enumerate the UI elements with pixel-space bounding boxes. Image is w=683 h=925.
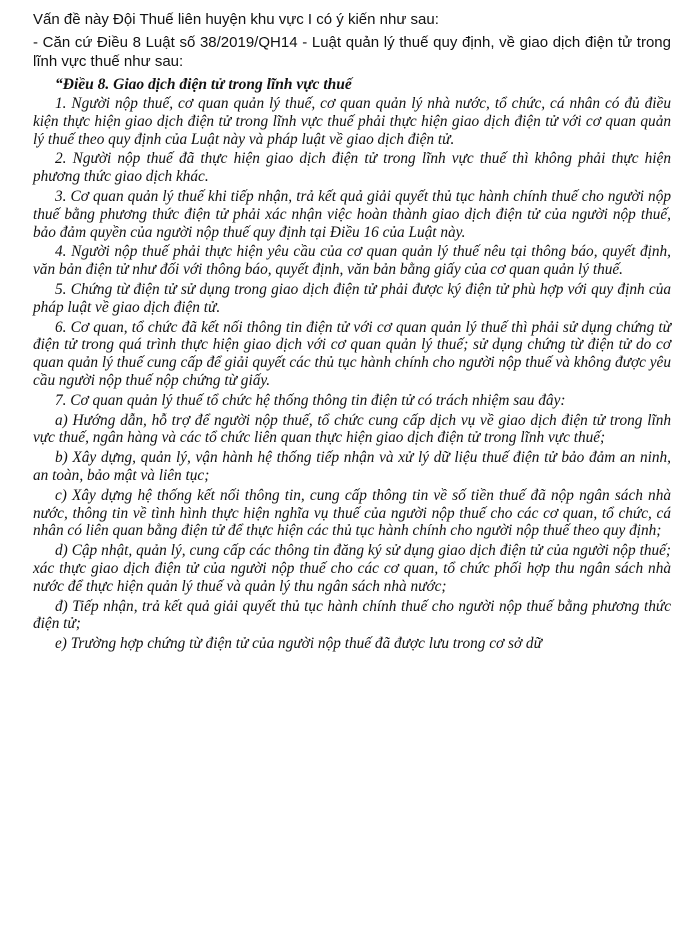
intro-line-1: Vấn đề này Đội Thuế liên huyện khu vực I có ý kiến như sau:	[33, 11, 439, 28]
article-paragraph-5: 5. Chứng từ điện tử sử dụng trong giao dịch điện tử phải được ký điện tử phù hợp với quy định của pháp luật về giao dịch điện tử.	[33, 280, 671, 316]
article-paragraph-3: 3. Cơ quan quản lý thuế khi tiếp nhận, trả kết quả giải quyết thủ tục hành chính thuế cho người nộp thuế bằng phương thức điện tử phải xác nhận việc hoàn thành giao dịch điện tử của người nộp thuế, bảo đảm quyền của người nộp thuế quy định tại Điều 16 của Luật này.	[33, 187, 671, 241]
article-paragraph-6: 6. Cơ quan, tổ chức đã kết nối thông tin điện tử với cơ quan quản lý thuế thì phải sử dụng chứng từ điện tử trong quá trình thực hiện giao dịch với cơ quan quản lý thuế; sử dụng chứng từ điện tử do cơ quan quản lý thuế cung cấp để giải quyết các thủ tục hành chính cho người nộp thuế và không được yêu cầu người nộp thuế nộp chứng từ giấy.	[33, 318, 671, 389]
article-item-e: e) Trường hợp chứng từ điện tử của người nộp thuế đã được lưu trong cơ sở dữ	[55, 635, 542, 653]
article-paragraph-7: 7. Cơ quan quản lý thuế tổ chức hệ thống thông tin điện tử có trách nhiệm sau đây:	[55, 391, 566, 409]
article-item-dd: đ) Tiếp nhận, trả kết quả giải quyết thủ tục hành chính thuế cho người nộp thuế bằng phương thức điện tử;	[33, 597, 671, 633]
article-paragraph-1: 1. Người nộp thuế, cơ quan quản lý thuế, cơ quan quản lý nhà nước, tổ chức, cá nhân có đủ điều kiện thực hiện giao dịch điện tử trong lĩnh vực thuế phải thực hiện giao dịch điện tử với cơ quan quản lý thuế theo quy định của Luật này và pháp luật về giao dịch điện tử.	[33, 95, 671, 148]
article-item-c: c) Xây dựng hệ thống kết nối thông tin, cung cấp thông tin về số tiền thuế đã nộp ngân sách nhà nước, thông tin về tình hình thực hiện nghĩa vụ thuế của người nộp thuế cho các cơ quan, tổ chức, cá nhân có liên quan bằng điện tử để thực hiện các thủ tục hành chính cho người nộp thuế theo quy định;	[33, 486, 671, 540]
article-paragraph-2: 2. Người nộp thuế đã thực hiện giao dịch điện tử trong lĩnh vực thuế thì không phải thực hiện phương thức giao dịch khác.	[33, 150, 671, 186]
article-title: “Điều 8. Giao dịch điện tử trong lĩnh vực thuế	[55, 76, 352, 93]
intro-line-2: - Căn cứ Điều 8 Luật số 38/2019/QH14 - Luật quản lý thuế quy định, về giao dịch điện tử trong lĩnh vực thuế như sau:	[33, 34, 671, 70]
article-paragraph-4: 4. Người nộp thuế phải thực hiện yêu cầu của cơ quan quản lý thuế nêu tại thông báo, quyết định, văn bản điện tử như đối với thông báo, quyết định, văn bản bằng giấy của cơ quan quản lý thuế.	[33, 243, 671, 279]
article-item-d: d) Cập nhật, quản lý, cung cấp các thông tin đăng ký sử dụng giao dịch điện tử của người nộp thuế; xác thực giao dịch điện tử của người nộp thuế cho các cơ quan, tổ chức phối hợp thu ngân sách nhà nước để thực hiện quản lý thuế và quản lý thu ngân sách nhà nước;	[33, 542, 671, 595]
article-item-a: a) Hướng dẫn, hỗ trợ để người nộp thuế, tổ chức cung cấp dịch vụ về giao dịch điện tử trong lĩnh vực thuế, ngân hàng và các tổ chức liên quan thực hiện giao dịch điện tử trong lĩnh vực thuế;	[33, 411, 671, 447]
article-item-b: b) Xây dựng, quản lý, vận hành hệ thống tiếp nhận và xử lý dữ liệu thuế điện tử bảo đảm an ninh, an toàn, bảo mật và liên tục;	[33, 449, 671, 484]
